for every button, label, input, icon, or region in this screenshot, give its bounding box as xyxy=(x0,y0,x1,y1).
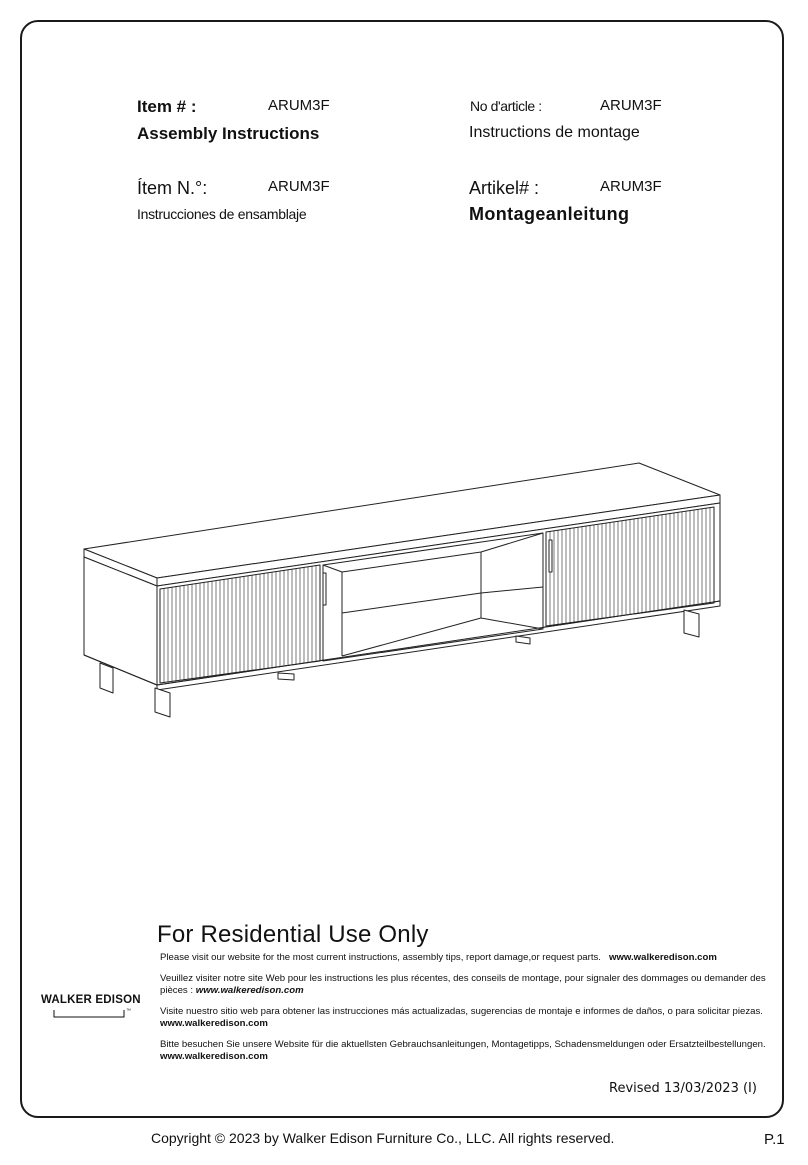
notice-de xyxy=(160,1039,766,1062)
item-code-fr: ARUM3F xyxy=(600,97,662,114)
notice-es-text: Visite nuestro sitio web para obtener las instrucciones más actualizadas, sugerencias de montaje e informes de daños, o para solicitar piezas. xyxy=(160,1006,763,1017)
notice-en-url[interactable]: www.walkeredison.com xyxy=(608,952,717,963)
logo-underline-icon xyxy=(40,1008,140,1022)
notice-de-text: Bitte besuchen Sie unsere Website für die aktuellsten Gebrauchsanleitungen, Montagetipps, Schadensmeldungen oder Ersatzteilbestellungen. xyxy=(160,1039,766,1050)
revised-date: Revised 13/03/2023 (I) xyxy=(609,1081,757,1096)
page-number: P.1 xyxy=(764,1131,785,1148)
subtitle-de: Montageanleitung xyxy=(469,204,630,224)
item-code-de: ARUM3F xyxy=(600,178,662,195)
notice-de-url[interactable]: www.walkeredison.com xyxy=(160,1050,268,1062)
notice-fr-url[interactable]: www.walkeredison.com xyxy=(195,984,304,996)
item-code-en: ARUM3F xyxy=(268,97,330,114)
item-label-es: Ítem N.°: xyxy=(137,178,208,198)
right-handle xyxy=(549,540,552,572)
subtitle-en: Assembly Instructions xyxy=(137,124,320,143)
notice-en xyxy=(160,952,766,964)
walker-edison-logo xyxy=(40,990,140,1022)
subtitle-fr: Instructions de montage xyxy=(469,124,640,141)
notice-es-url[interactable]: www.walkeredison.com xyxy=(160,1017,268,1029)
item-label-de: Artikel# : xyxy=(469,178,540,198)
item-label-fr: No d'article : xyxy=(470,98,542,114)
item-label-en: Item # : xyxy=(137,97,197,116)
notice-en-text: Please visit our website for the most current instructions, assembly tips, report damage,or request parts. xyxy=(160,952,601,963)
item-code-es: ARUM3F xyxy=(268,178,330,195)
notice-es xyxy=(160,1006,766,1029)
subtitle-es: Instrucciones de ensamblaje xyxy=(137,206,307,222)
residential-heading: For Residential Use Only xyxy=(157,921,429,948)
notice-fr xyxy=(160,973,766,996)
logo-text: WALKER EDISON xyxy=(41,994,141,1006)
logo-tm: ™ xyxy=(126,1008,131,1014)
left-handle xyxy=(323,573,326,605)
tv-stand-illustration xyxy=(80,455,730,720)
notice-fr-text: Veuillez visiter notre site Web pour les instructions les plus récentes, des conseils de montage, pour signaler des dommages ou demander des pièces : xyxy=(160,973,766,996)
copyright: Copyright © 2023 by Walker Edison Furniture Co., LLC. All rights reserved. xyxy=(151,1130,615,1146)
